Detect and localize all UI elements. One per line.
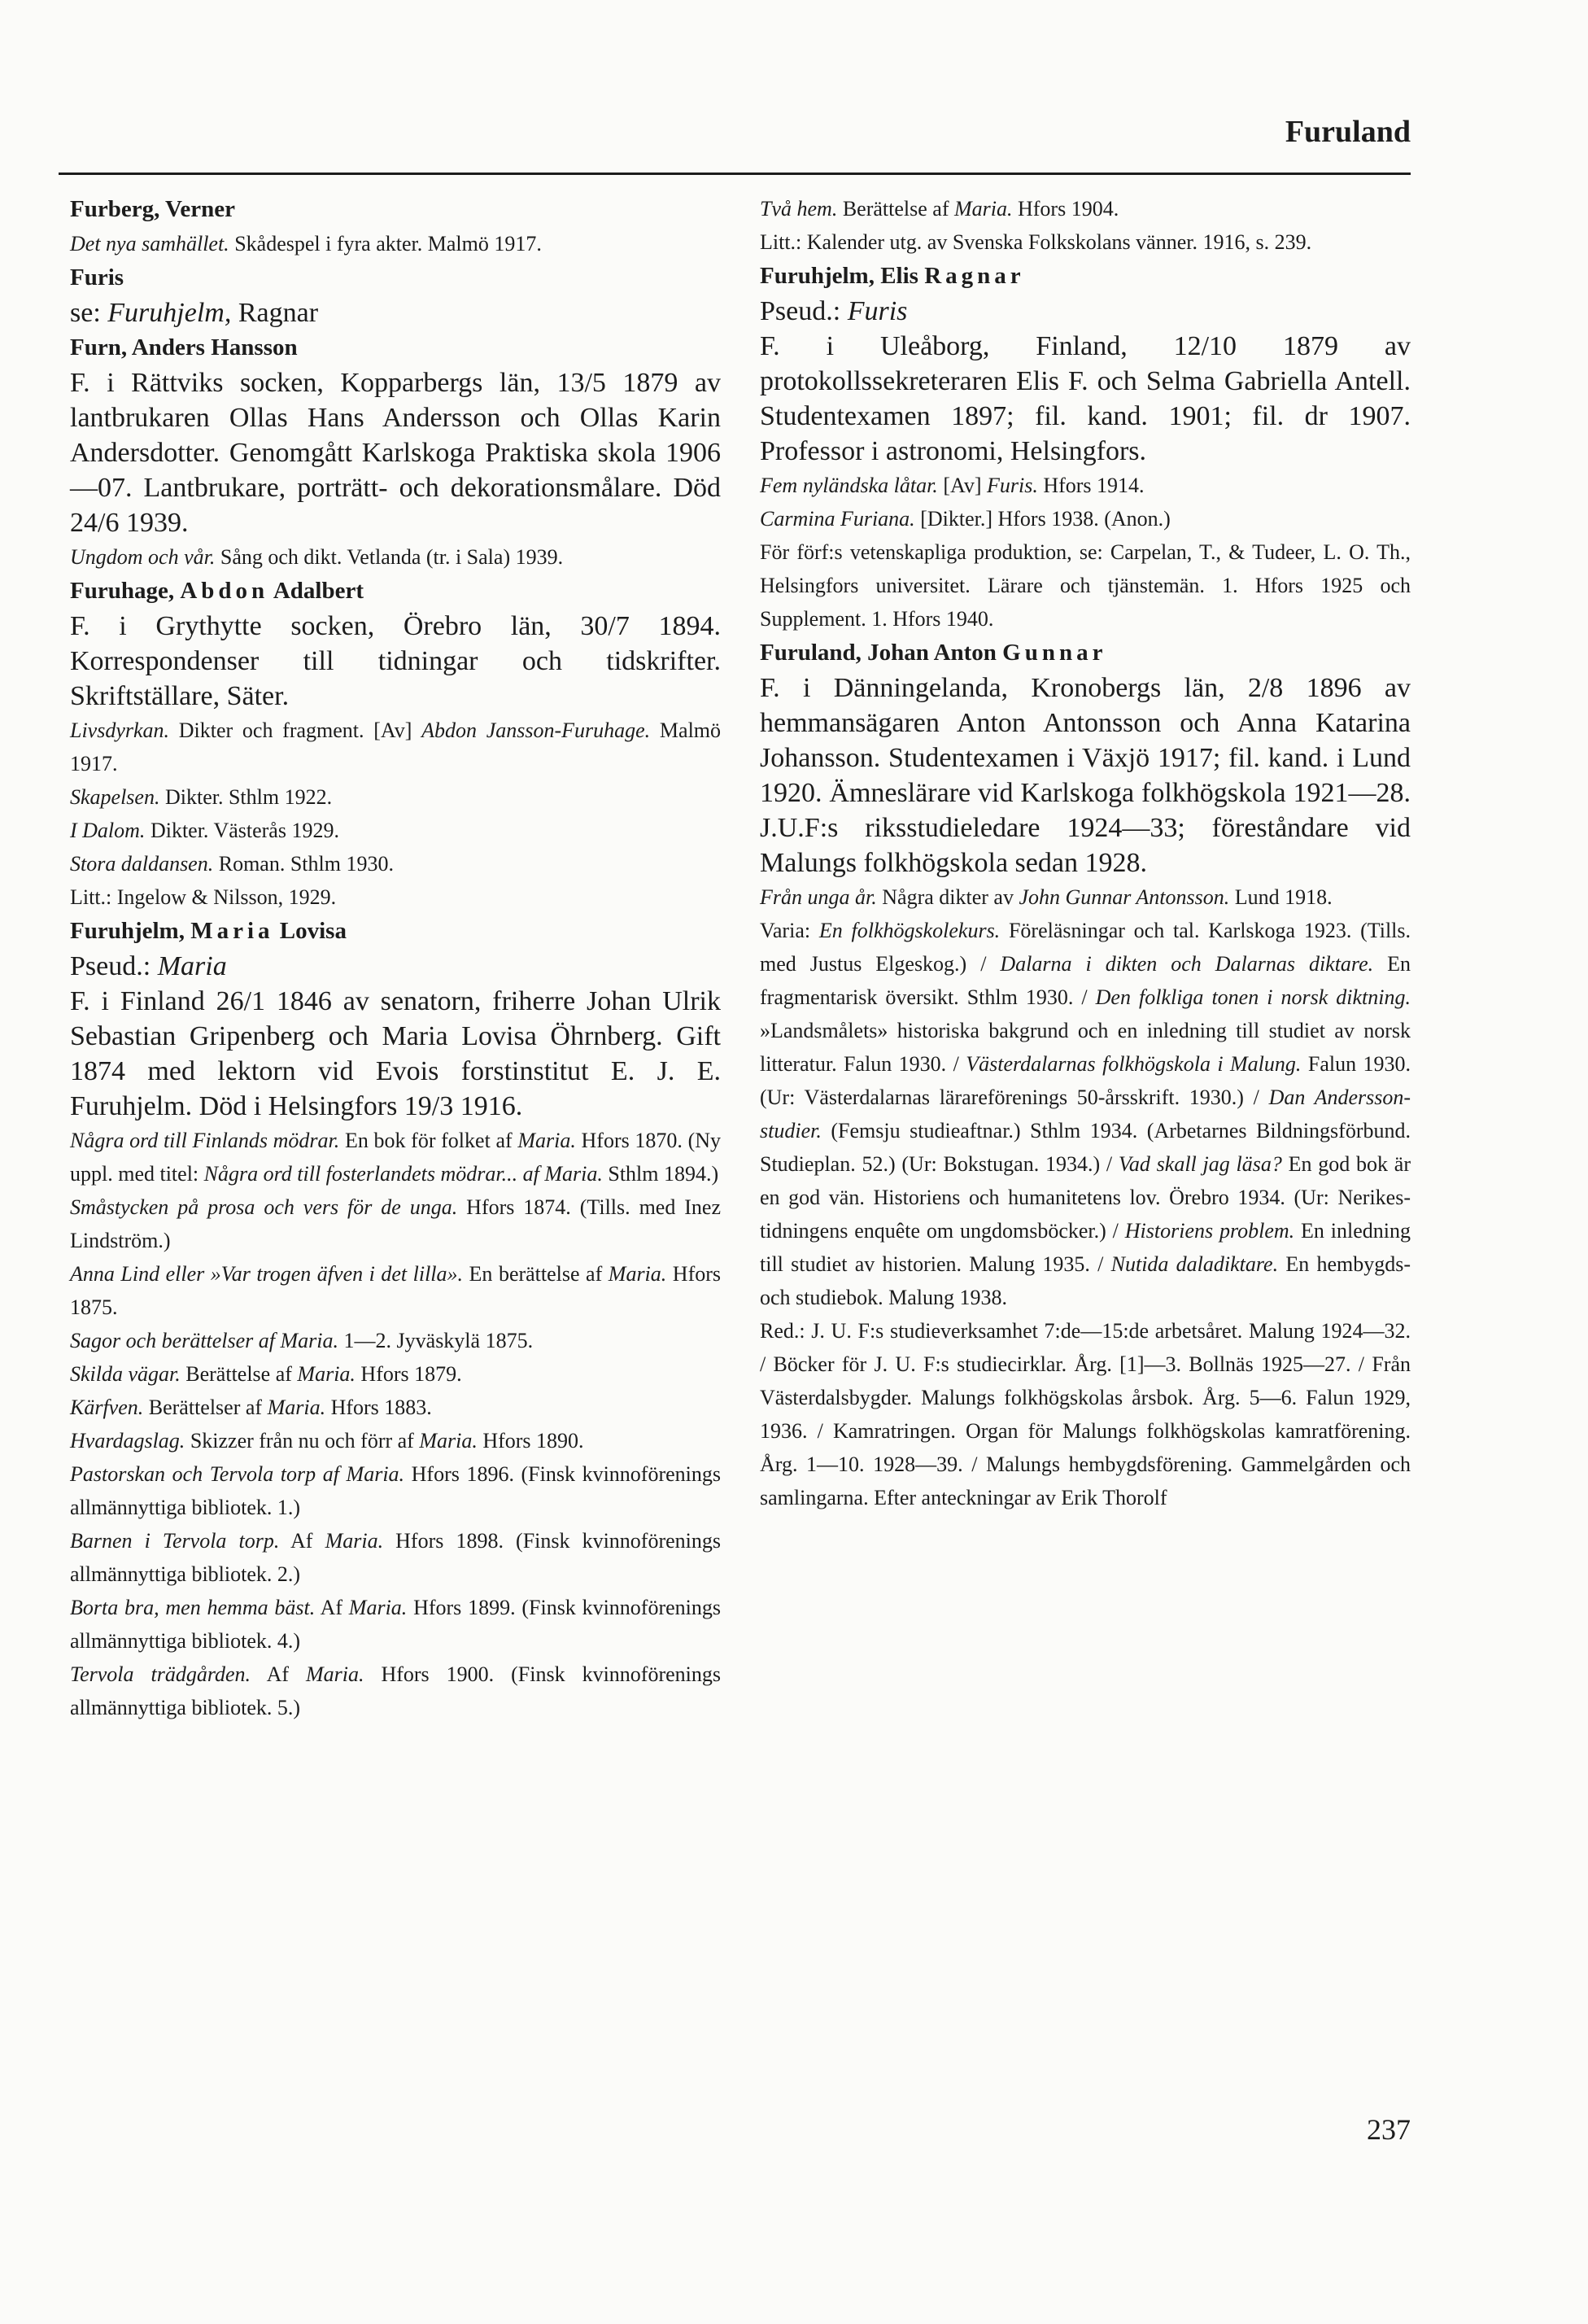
work-item: Kärfven. Berättelser af Maria. Hfors 1883. [70, 1396, 432, 1419]
biography: F. i Uleåborg, Finland, 12/10 1879 av protokollssekreteraren Elis F. och Selma Gabriella Antell. Studentexamen 1897; fil. kand. 1901; fil. dr 1907. Professor i astronomi, Helsingfors. [760, 331, 1411, 466]
entry-furuhjelm-maria-continued [760, 192, 1411, 259]
biography: F. i Rättviks socken, Kopparbergs län, 13/5 1879 av lantbrukaren Ollas Hans Andersson och Ollas Karin Andersdotter. Genomgått Karlskoga Praktiska skola 1906—07. Lantbrukare, porträtt- och dekorationsmålare. Död 24/6 1939. [70, 368, 721, 538]
literature-note: Litt.: Ingelow & Nilsson, 1929. [70, 885, 337, 909]
work-item: Sagor och berättelser af Maria. 1—2. Jyväskylä 1875. [70, 1329, 534, 1352]
work-item: Fem nyländska låtar. [Av] Furis. Hfors 1914. [760, 474, 1145, 497]
pseudonym: Pseud.: Maria [70, 951, 227, 981]
cross-reference: se: Furuhjelm, Ragnar [70, 298, 319, 328]
entry-furberg [70, 192, 721, 260]
varia-list: Varia: En folkhögskolekurs. Föreläsningar och tal. Karlskoga 1923. (Tills. med Justus Elgeskog.) / Dalarna i dikten och Dalarnas diktare. En fragmentarisk översikt. Sthlm 1930. / Den folkliga tonen i norsk diktning. »Landsmålets» historiska bakgrund och en inledning till studiet av norsk litteratur. Falun 1930. / Västerdalarnas folkhögskola i Malung. Falun 1930. (Ur: Västerdalarnas lärareförenings 50-årsskrift. 1930.) / Dan Andersson-studier. (Femsju studieaftnar.) Sthlm 1934. (Arbetarnes Bildningsförbund. Studieplan. 52.) (Ur: Bokstugan. 1934.) / Vad skall jag läsa? En god bok är en god vän. Historiens och humanitetens lov. Örebro 1934. (Ur: Nerikes-tidningens enquête om ungdomsböcker.) / Historiens problem. En inledning till studiet av historien. Malung 1935. / Nutida daladiktare. En hembygds- och studiebok. Malung 1938. [760, 919, 1411, 1309]
work-item: I Dalom. Dikter. Västerås 1929. [70, 819, 339, 842]
right-column [760, 192, 1411, 1514]
work-item: Anna Lind eller »Var trogen äfven i det lilla». En berättelse af Maria. Hfors 1875. [70, 1262, 722, 1319]
left-column [70, 192, 721, 1724]
entry-name: Furberg, Verner [70, 196, 235, 222]
entry-furuland [760, 636, 1411, 1514]
work-item: Skapelsen. Dikter. Sthlm 1922. [70, 785, 333, 809]
entry-name: Furn, Anders Hansson [70, 334, 298, 360]
work-item: Carmina Furiana. [Dikter.] Hfors 1938. (Anon.) [760, 507, 1171, 531]
entry-furuhjelm-ragnar [760, 259, 1411, 636]
work-item: Hvardagslag. Skizzer från nu och förr af Maria. Hfors 1890. [70, 1429, 584, 1452]
running-head: Furuland [1285, 115, 1411, 149]
work-item: Två hem. Berättelse af Maria. Hfors 1904. [760, 197, 1119, 221]
work-item: Stora daldansen. Roman. Sthlm 1930. [70, 852, 394, 876]
header-rule [59, 173, 1411, 175]
entry-name: Furuland, Johan Anton Gunnar [760, 640, 1107, 666]
work-item: Det nya samhället. Skådespel i fyra akter. Malmö 1917. [70, 232, 542, 256]
biography: F. i Grythytte socken, Örebro län, 30/7 1894. Korrespondenser till tidningar och tidskrifter. Skriftställare, Säter. [70, 611, 721, 711]
editor-note: Red.: J. U. F:s studieverksamhet 7:de—15:de arbetsåret. Malung 1924—32. / Böcker för J. U. F:s studiecirklar. Årg. [1]—3. Bollnäs 1925—27. / Från Västerdalsbygder. Malungs folkhögskolas årsbok. Årg. 5—6. Falun 1929, 1936. / Kamratringen. Organ för Malungs folkhögskolas kamratförening. Årg. 1—10. 1928—39. / Malungs hembygdsförening. Gammelgården och samlingarna. Efter anteckningar av Erik Thorolf [760, 1319, 1411, 1509]
entry-name: Furis [70, 264, 124, 290]
bibliography-note: För förf:s vetenskapliga produktion, se: Carpelan, T., & Tudeer, L. O. Th., Helsingfors universitet. Lärare och tjänstemän. 1. Hfors 1925 och Supplement. 1. Hfors 1940. [760, 540, 1411, 631]
work-item: Några ord till Finlands mödrar. En bok för folket af Maria. Hfors 1870. (Ny uppl. med titel: Några ord till fosterlandets mödrar... af Maria. Sthlm 1894.) [70, 1129, 722, 1186]
literature-note: Litt.: Kalender utg. av Svenska Folkskolans vänner. 1916, s. 239. [760, 230, 1312, 254]
entry-furuhjelm-maria [70, 914, 721, 1724]
entry-furis [70, 260, 721, 330]
page-number: 237 [1367, 2113, 1411, 2146]
entry-furn [70, 330, 721, 574]
work-item: Från unga år. Några dikter av John Gunnar Antonsson. Lund 1918. [760, 885, 1333, 909]
work-item: Tervola trädgården. Af Maria. Hfors 1900. (Finsk kvinnoförenings allmännyttiga bibliotek. 5.) [70, 1662, 722, 1719]
work-item: Skilda vägar. Berättelse af Maria. Hfors 1879. [70, 1362, 462, 1386]
pseudonym: Pseud.: Furis [760, 296, 908, 326]
biography: F. i Finland 26/1 1846 av senatorn, friherre Johan Ulrik Sebastian Gripenberg och Maria Lovisa Öhrnberg. Gift 1874 med lektorn vid Evois forstinstitut E. J. E. Furuhjelm. Död i Helsingfors 19/3 1916. [70, 986, 721, 1121]
entry-name: Furuhjelm, Maria Lovisa [70, 918, 347, 944]
work-item: Barnen i Tervola torp. Af Maria. Hfors 1898. (Finsk kvinnoförenings allmännyttiga bibliotek. 2.) [70, 1529, 722, 1586]
entry-furuhage [70, 574, 721, 914]
work-item: Borta bra, men hemma bäst. Af Maria. Hfors 1899. (Finsk kvinnoförenings allmännyttiga bibliotek. 4.) [70, 1596, 722, 1653]
work-item: Småstycken på prosa och vers för de unga. Hfors 1874. (Tills. med Inez Lindström.) [70, 1195, 721, 1252]
entry-name: Furuhage, Abdon Adalbert [70, 578, 364, 604]
work-item: Pastorskan och Tervola torp af Maria. Hfors 1896. (Finsk kvinnoförenings allmännyttiga bibliotek. 1.) [70, 1462, 721, 1519]
biography: F. i Dänningelanda, Kronobergs län, 2/8 1896 av hemmansägaren Anton Antonsson och Anna Katarina Johansson. Studentexamen i Växjö 1917; fil. kand. i Lund 1920. Ämneslärare vid Karlskoga folkhögskola 1921—28. J.U.F:s riksstudieledare 1924—33; föreståndare vid Malungs folkhögskola sedan 1928. [760, 673, 1411, 878]
work-item: Livsdyrkan. Dikter och fragment. [Av] Abdon Jansson-Furuhage. Malmö 1917. [70, 719, 722, 775]
entry-name: Furuhjelm, Elis Ragnar [760, 263, 1025, 289]
work-item: Ungdom och vår. Sång och dikt. Vetlanda (tr. i Sala) 1939. [70, 545, 564, 569]
